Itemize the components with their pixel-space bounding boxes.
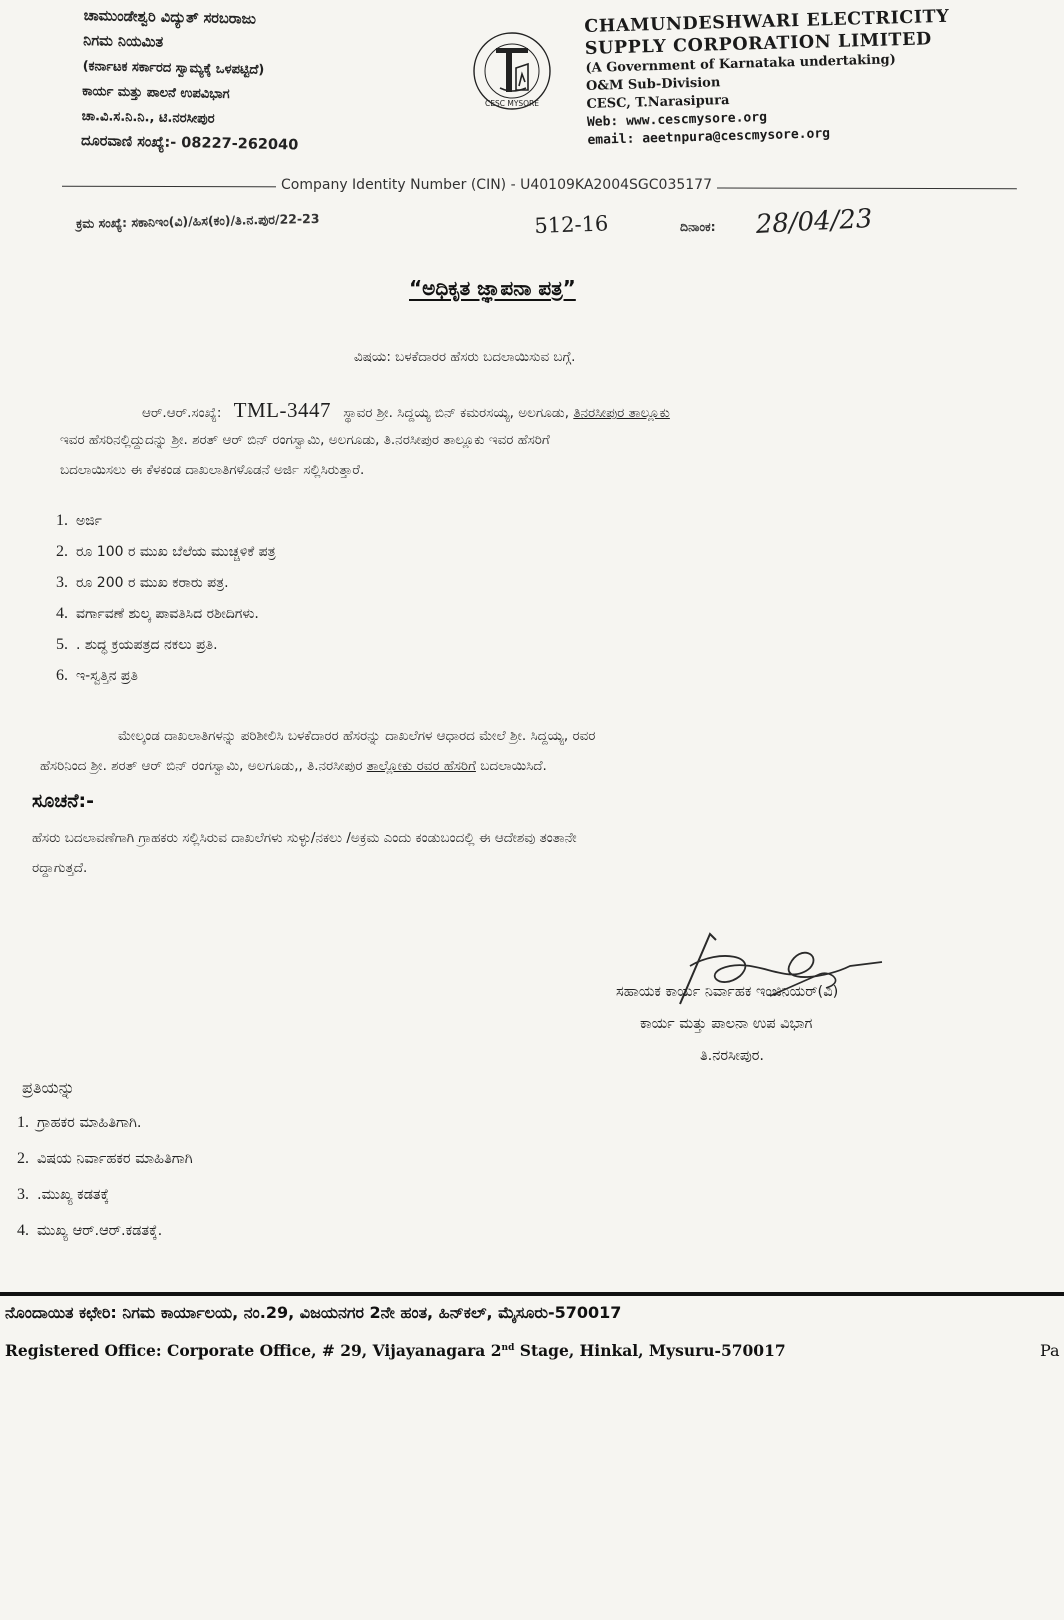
kannada-letterhead-line: (ಕರ್ನಾಟಕ ಸರ್ಕಾರದ ಸ್ವಾಮ್ಯಕ್ಕೆ ಒಳಪಟ್ಟಿದೆ) bbox=[82, 58, 265, 78]
copy-number: 4. bbox=[17, 1222, 29, 1239]
kannada-letterhead-line: ಚಾಮುಂಡೇಶ್ವರಿ ವಿದ್ಯುತ್ ಸರಬರಾಜು bbox=[83, 7, 257, 28]
signatory-designation: ಸಹಾಯಕ ಕಾರ್ಯ ನಿರ್ವಾಹಕ ಇಂಜಿನಿಯರ್(ವಿ) bbox=[616, 984, 839, 1000]
footer-superscript: nd bbox=[501, 1342, 515, 1353]
note-line-2: ರದ್ದಾಗುತ್ತದೆ. bbox=[32, 860, 88, 876]
footer-english-address bbox=[5, 1341, 786, 1360]
paragraph-2-line-2 bbox=[40, 758, 547, 774]
logo-caption: CESC MYSORE bbox=[484, 99, 540, 108]
copy-text: ಗ್ರಾಹಕರ ಮಾಹಿತಿಗಾಗಿ. bbox=[37, 1115, 142, 1131]
enclosure-number: 3. bbox=[56, 574, 68, 591]
cesc-logo-icon bbox=[471, 30, 553, 112]
document-title: “ಅಧಿಕೃತ ಜ್ಞಾಪನಾ ಪತ್ರ” bbox=[409, 276, 576, 300]
enclosure-text: . ಶುದ್ಧ ಕ್ರಯಪತ್ರದ ನಕಲು ಪ್ರತಿ. bbox=[76, 637, 218, 653]
enclosure-number: 2. bbox=[56, 543, 68, 560]
enclosure-item bbox=[56, 667, 138, 685]
footer-kannada-address: ನೊಂದಾಯಿತ ಕಛೇರಿ: ನಿಗಮ ಕಾರ್ಯಾಲಯ, ನಂ.29, ವಿಜಯನಗರ 2ನೇ ಹಂತ, ಹಿನ್‌ಕಲ್, ಮೈಸೂರು-570017 bbox=[5, 1303, 622, 1322]
handwritten-reference: 512-16 bbox=[534, 211, 609, 238]
copy-item bbox=[17, 1150, 193, 1168]
copy-text: ವಿಷಯ ನಿರ್ವಾಹಕರ ಮಾಹಿತಿಗಾಗಿ bbox=[37, 1151, 193, 1167]
signatory-office: ಕಾರ್ಯ ಮತ್ತು ಪಾಲನಾ ಉಪ ವಿಭಾಗ bbox=[640, 1016, 813, 1032]
kannada-letterhead-line: ನಿಗಮ ನಿಯಮಿತ bbox=[83, 32, 164, 51]
date-label: ದಿನಾಂಕ: bbox=[680, 219, 716, 234]
paragraph-1-line-2: ಇವರ ಹೆಸರಿನಲ್ಲಿದ್ದುದನ್ನು ಶ್ರೀ. ಶರತ್ ಆರ್ ಬಿನ್ ರಂಗಸ್ವಾಮಿ, ಅಲಗೂಡು, ತಿ.ನರಸೀಪುರ ತಾಲ್ಲೂಕು ಇವರ ಹೆಸರಿಗೆ bbox=[60, 432, 550, 448]
copy-item bbox=[17, 1222, 162, 1240]
enclosure-text: ವರ್ಗಾವಣೆ ಶುಲ್ಕ ಪಾವತಿಸಿದ ರಶೀದಿಗಳು. bbox=[76, 606, 259, 622]
kannada-letterhead-line: ಕಾರ್ಯ ಮತ್ತು ಪಾಲನೆ ಉಪವಿಭಾಗ bbox=[82, 83, 230, 103]
enclosure-number: 5. bbox=[56, 636, 68, 653]
copy-number: 3. bbox=[17, 1186, 29, 1203]
enclosure-item bbox=[56, 605, 259, 623]
copies-heading: ಪ್ರತಿಯನ್ನು bbox=[22, 1078, 75, 1097]
copy-item bbox=[17, 1186, 109, 1204]
paragraph-2-text: ಹೆಸರಿನಿಂದ ಶ್ರೀ. ಶರತ್ ಆರ್ ಬಿನ್ ರಂಗಸ್ವಾಮಿ, ಅಲಗೂಡು,, ತಿ.ನರಸೀಪುರ bbox=[40, 758, 363, 774]
paragraph-2-line-1: ಮೇಲ್ಕಂಡ ದಾಖಲಾತಿಗಳನ್ನು ಪರಿಶೀಲಿಸಿ ಬಳಕೆದಾರರ ಹೆಸರನ್ನು ದಾಖಲೆಗಳ ಆಧಾರದ ಮೇಲೆ ಶ್ರೀ. ಸಿದ್ದಯ್ಯ, ರವರ bbox=[118, 728, 596, 744]
page-marker: Pa bbox=[1040, 1341, 1060, 1360]
footer-rule bbox=[0, 1292, 1064, 1296]
handwritten-date: 28/04/23 bbox=[755, 203, 874, 240]
rr-label: ಆರ್.ಆರ್.ಸಂಖ್ಯೆ: bbox=[142, 405, 222, 421]
reference-number: ಕ್ರಮ ಸಂಖ್ಯೆ: ಸಕಾನಿಇಂ(ವಿ)/ಹಿಸ(ಕಂ)/ತಿ.ನ.ಪುರ/22-23 bbox=[76, 210, 320, 231]
enclosure-number: 1. bbox=[56, 512, 68, 529]
copy-number: 2. bbox=[17, 1150, 29, 1167]
email-address: email: aeetnpura@cescmysore.org bbox=[587, 126, 831, 148]
enclosure-number: 4. bbox=[56, 605, 68, 622]
copy-item bbox=[17, 1114, 142, 1132]
web-address: Web: www.cescmysore.org bbox=[586, 109, 768, 130]
rr-number: TML-3447 bbox=[233, 398, 331, 422]
english-letterhead bbox=[584, 6, 953, 150]
company-name-line-1: CHAMUNDESHWARI ELECTRICITY bbox=[584, 6, 950, 37]
copy-text: .ಮುಖ್ಯ ಕಡತಕ್ಕೆ bbox=[37, 1187, 110, 1203]
copy-text: ಮುಖ್ಯ ಆರ್.ಆರ್.ಕಡತಕ್ಕೆ. bbox=[37, 1223, 163, 1239]
company-name-line-2: SUPPLY CORPORATION LIMITED bbox=[584, 29, 933, 59]
paragraph-1-line-3: ಬದಲಾಯಿಸಲು ಈ ಕೆಳಕಂಡ ದಾಖಲಾತಿಗಳೊಡನೆ ಅರ್ಜಿ ಸಲ್ಲಿಸಿರುತ್ತಾರೆ. bbox=[60, 462, 365, 478]
note-heading: ಸೂಚನೆ:- bbox=[32, 790, 94, 812]
footer-english-text: Registered Office: Corporate Office, # 29, Vijayanagara 2 bbox=[5, 1341, 502, 1360]
enclosure-text: ರೂ 200 ರ ಮುಖ ಕರಾರು ಪತ್ರ. bbox=[76, 575, 229, 591]
kannada-letterhead-line: ದೂರವಾಣಿ ಸಂಖ್ಯೆ:- 08227-262040 bbox=[80, 132, 299, 154]
note-line-1: ಹೆಸರು ಬದಲಾವಣೆಗಾಗಿ ಗ್ರಾಹಕರು ಸಲ್ಲಿಸಿರುವ ದಾಖಲೆಗಳು ಸುಳ್ಳು/ನಕಲು /ಅಕ್ರಮ ಎಂದು ಕಂಡುಬಂದಲ್ಲಿ ಈ ಆದೇಶವು ತಂತಾನೇ bbox=[32, 830, 577, 846]
govt-undertaking-line: (A Government of Karnataka undertaking) bbox=[585, 52, 897, 76]
enclosure-text: ಇ-ಸ್ವತ್ತಿನ ಪ್ರತಿ bbox=[76, 668, 138, 684]
installation-owner: ಸ್ಥಾವರ ಶ್ರೀ. ಸಿದ್ದಯ್ಯ ಬಿನ್ ಕಮರಸಯ್ಯ, ಅಲಗೂಡು, bbox=[343, 405, 570, 421]
paragraph-2-end: ಬದಲಾಯಿಸಿದೆ. bbox=[480, 758, 547, 774]
enclosure-item bbox=[56, 543, 276, 561]
kannada-letterhead bbox=[81, 4, 301, 159]
enclosure-item bbox=[56, 574, 229, 592]
cin-line: Company Identity Number (CIN) - U40109KA2004SGC035177 bbox=[276, 177, 717, 193]
subject-line: ವಿಷಯ: ಬಳಕೆದಾರರ ಹೆಸರು ಬದಲಾಯಿಸುವ ಬಗ್ಗೆ. bbox=[354, 349, 576, 365]
footer-english-text-end: Stage, Hinkal, Mysuru-570017 bbox=[514, 1341, 786, 1360]
taluk-text: ತಿನರಸೀಪುರ ತಾಲ್ಲೂಕು bbox=[573, 405, 670, 421]
enclosure-number: 6. bbox=[56, 667, 68, 684]
enclosure-text: ರೂ 100 ರ ಮುಖ ಬೆಲೆಯ ಮುಚ್ಚಳಿಕೆ ಪತ್ರ bbox=[76, 544, 276, 560]
enclosure-item bbox=[56, 636, 218, 654]
signatory-place: ತಿ.ನರಸೀಪುರ. bbox=[700, 1048, 764, 1064]
kannada-letterhead-line: ಚಾ.ವಿ.ಸ.ನಿ.ನಿ., ಟಿ.ನರಸೀಪುರ bbox=[81, 108, 215, 127]
sub-division-line: O&M Sub-Division bbox=[585, 75, 721, 94]
paragraph-2-underlined: ತಾಲ್ಲೋಕು ರವರ ಹೆಸರಿಗೆ bbox=[366, 758, 476, 774]
paragraph-1-line-1 bbox=[142, 398, 670, 423]
enclosure-item bbox=[56, 512, 102, 530]
enclosure-text: ಅರ್ಜಿ bbox=[76, 513, 102, 529]
office-location-line: CESC, T.Narasipura bbox=[586, 92, 730, 112]
copy-number: 1. bbox=[17, 1114, 29, 1131]
